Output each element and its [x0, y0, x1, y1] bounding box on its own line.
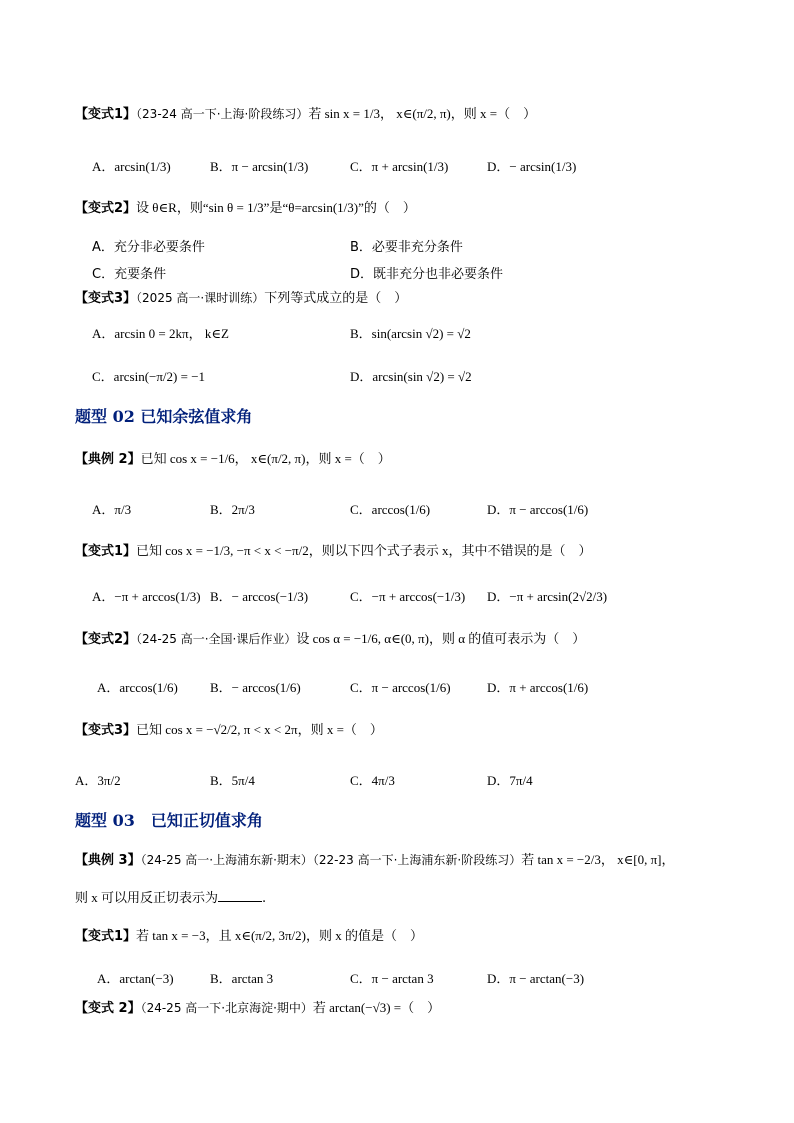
question-tag: 【变式2】 — [75, 632, 137, 647]
question-stem-end: . — [262, 891, 267, 906]
option-a: A．充分非必要条件 — [92, 240, 205, 255]
option-a: A．arcsin(1/3) — [92, 159, 171, 174]
question-source: （24-25 高一下·北京海淀·期中） — [140, 1001, 313, 1015]
question-tag: 【变式 2】 — [75, 1001, 141, 1016]
option-d: D．π + arccos(1/6) — [487, 680, 589, 695]
option-d: D．arcsin(sin √2) = √2 — [350, 369, 472, 384]
question-stem: 已知 cos x = −1/3, −π < x < −π/2，则以下四个式子表示 x，其中不错误的是（ ） — [136, 543, 592, 558]
option-b: B．2π/3 — [210, 502, 255, 517]
question-source: （24-25 高一·全国·课后作业） — [136, 632, 297, 646]
answer-blank[interactable] — [218, 889, 262, 902]
section-heading-02: 题型 02 已知余弦值求角 — [75, 407, 253, 426]
option-b: B．− arccos(−1/3) — [210, 589, 309, 604]
section-heading-03: 题型 03 已知正切值求角 — [75, 811, 263, 830]
question-source: （23-24 高一下·上海·阶段练习） — [136, 107, 309, 121]
option-a: A．arccos(1/6) — [97, 680, 178, 695]
option-b: B．arctan 3 — [210, 971, 274, 986]
question-stem-line2: 则 x 可以用反正切表示为 — [75, 890, 219, 905]
question-t2 — [75, 1000, 440, 1017]
option-c: C．π − arccos(1/6) — [350, 680, 451, 695]
question-stem: 若 tan x = −2/3， x∈[0, π]， — [521, 852, 675, 867]
question-w2 — [75, 631, 585, 648]
option-a: A．arctan(−3) — [97, 971, 174, 986]
option-c: C．π − arctan 3 — [350, 971, 434, 986]
option-c: C．充要条件 — [92, 267, 167, 282]
question-tag: 【变式1】 — [75, 544, 137, 559]
question-tag: 【变式2】 — [75, 201, 137, 216]
question-stem: 若 tan x = −3，且 x∈(π/2, 3π/2)，则 x 的值是（ ） — [136, 928, 423, 943]
option-a: A．arcsin 0 = 2kπ， k∈Z — [92, 326, 229, 341]
question-stem: 下列等式成立的是（ ） — [264, 291, 408, 306]
option-a: A．3π/2 — [75, 773, 121, 788]
option-b: B．5π/4 — [210, 773, 255, 788]
question-v1 — [75, 106, 536, 123]
option-d: D．−π + arcsin(2√2/3) — [487, 589, 608, 604]
question-tag: 【变式1】 — [75, 107, 137, 122]
question-ex2 — [75, 451, 391, 468]
option-c: C．π + arcsin(1/3) — [350, 159, 449, 174]
question-stem: 设 θ∈R，则“sin θ = 1/3”是“θ=arcsin(1/3)”的（ ） — [136, 200, 416, 215]
option-b: B．必要非充分条件 — [350, 240, 463, 255]
question-t1 — [75, 928, 423, 945]
question-source: （24-25 高一·上海浦东新·期末）（22-23 高一下·上海浦东新·阶段练习） — [140, 853, 522, 867]
question-tag: 【变式3】 — [75, 723, 137, 738]
question-stem: 已知 cos x = −√2/2, π < x < 2π，则 x =（ ） — [136, 722, 383, 737]
question-stem: 已知 cos x = −1/6， x∈(π/2, π)，则 x =（ ） — [140, 451, 391, 466]
option-d: D．7π/4 — [487, 773, 533, 788]
option-d: D．π − arccos(1/6) — [487, 502, 589, 517]
option-b: B．− arccos(1/6) — [210, 680, 301, 695]
question-stem: 若 arctan(−√3) =（ ） — [312, 1000, 441, 1015]
question-w3 — [75, 722, 383, 739]
question-stem: 设 cos α = −1/6, α∈(0, π)，则 α 的值可表示为（ ） — [296, 631, 586, 646]
option-b: B．π − arcsin(1/3) — [210, 159, 309, 174]
question-ex3-line2 — [75, 889, 266, 907]
question-tag: 【典例 2】 — [75, 452, 141, 467]
option-d: D．π − arctan(−3) — [487, 971, 585, 986]
option-c: C．arcsin(−π/2) = −1 — [92, 369, 206, 384]
option-c: C．−π + arccos(−1/3) — [350, 589, 466, 604]
option-c: C．arccos(1/6) — [350, 502, 431, 517]
option-a: A．π/3 — [92, 502, 132, 517]
question-v2 — [75, 200, 416, 217]
question-source: （2025 高一·课时训练） — [136, 291, 265, 305]
option-b: B．sin(arcsin √2) = √2 — [350, 326, 471, 341]
question-stem: 若 sin x = 1/3， x∈(π/2, π)，则 x =（ ） — [308, 106, 537, 121]
option-a: A．−π + arccos(1/3) — [92, 589, 201, 604]
question-tag: 【变式1】 — [75, 929, 137, 944]
question-w1 — [75, 543, 591, 560]
option-d: D．− arcsin(1/3) — [487, 159, 577, 174]
question-tag: 【典例 3】 — [75, 853, 141, 868]
option-c: C．4π/3 — [350, 773, 395, 788]
question-v3 — [75, 291, 407, 307]
option-d: D．既非充分也非必要条件 — [350, 267, 504, 282]
question-tag: 【变式3】 — [75, 291, 137, 306]
question-ex3 — [75, 852, 674, 869]
